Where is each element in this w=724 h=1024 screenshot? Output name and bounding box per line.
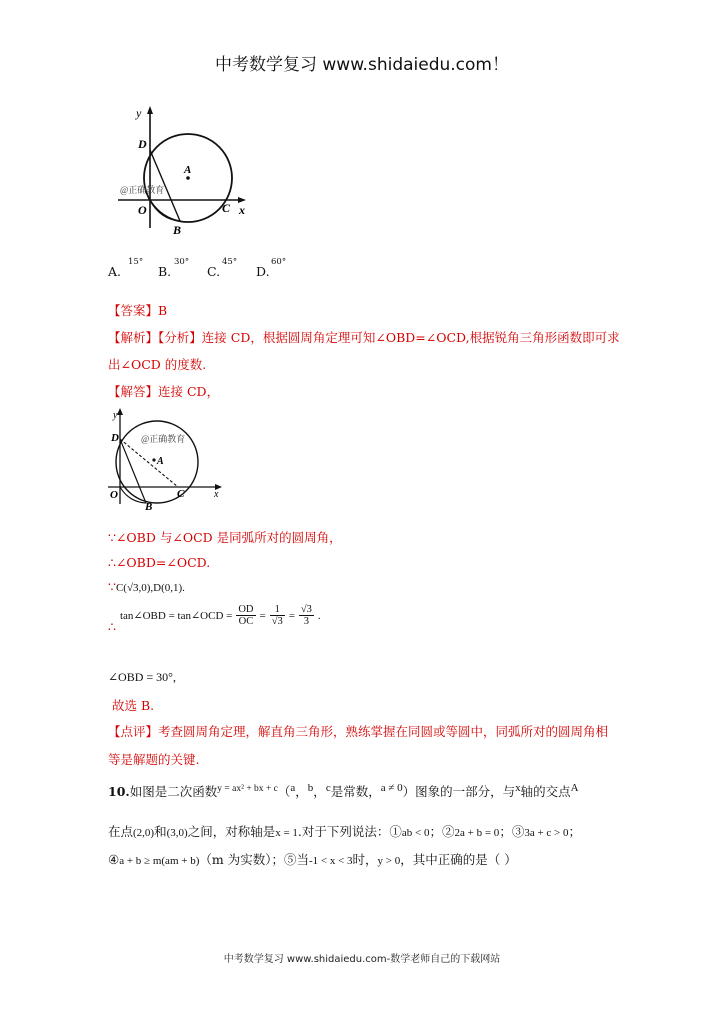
option-c-value: 45° [222, 257, 238, 267]
question-10-line-2: 在点(2,0)和(3,0)之间，对称轴是x = 1.对于下列说法：①ab < 0；②2a + b = 0；③3a + c > 0； [108, 824, 582, 839]
label-y: y [113, 410, 118, 421]
label-d: D [138, 137, 147, 151]
segment-dc [120, 439, 178, 487]
label-x: x [239, 203, 245, 217]
analysis-text-1: 连接 CD，根据圆周角定理可知∠OBD=∠OCD,根据锐角三角形函数即可求 [201, 330, 620, 345]
label-o: O [138, 203, 147, 217]
segment-db [120, 439, 146, 503]
question-10-line-1: 10.如图是二次函数$^{y = ax^2 + bx + c}$（a，b，c是常数，a ≠ 0）图象的一部分，与x轴的交点A [108, 782, 579, 800]
option-a-value: 15° [128, 257, 144, 267]
figure-2-circle-diagram [104, 404, 229, 510]
analysis-line-1 [108, 328, 620, 346]
answer-line [108, 301, 167, 319]
watermark: @正确教育 [141, 434, 186, 444]
fraction-1-sqrt3: $\frac{1}{√3}$ [271, 604, 283, 627]
analysis-tag: 【解析】 [108, 330, 159, 345]
question-number: 10. [108, 784, 130, 800]
step-3-prefix: ∵ [108, 579, 116, 594]
page-header: 中考数学复习 www.shidaiedu.com！ [215, 55, 509, 75]
function-expression: y = ax² + bx + c [217, 784, 278, 794]
option-d-label: D. [256, 264, 270, 279]
options-row [108, 257, 408, 281]
step-4-prefix: ∴ [108, 619, 116, 634]
comment-tag: 【点评】 [108, 724, 159, 739]
step-5: ∠OBD = 30°, [108, 670, 176, 684]
label-d: D [111, 432, 119, 444]
question-10-line-3: ④a + b ≥ m(am + b)（m 为实数）；⑤当-1 < x < 3时，y > 0，其中正确的是（ ） [108, 852, 517, 867]
option-b-value: 30° [174, 257, 190, 267]
step-4: ∴ tan∠OBD = tan∠OCD = $\frac{OD}{OC}$ = $\frac{1}{√3}$ = $\frac{√3}{3}$ . [108, 604, 321, 634]
center-dot [152, 458, 155, 461]
label-y: y [136, 106, 142, 120]
y-axis-arrow [117, 408, 123, 415]
step-3-math: C(√3,0),D(0,1). [115, 582, 185, 594]
label-a: A [184, 164, 192, 176]
analysis-line-2: 出∠OCD 的度数. [108, 357, 207, 372]
step-4-lhs: tan∠OBD = tan∠OCD = [119, 610, 233, 622]
option-a-label: A. [108, 264, 122, 279]
option-d-value: 60° [271, 257, 287, 267]
label-b: B [173, 223, 182, 237]
comment-line-2: 等是解题的关键. [108, 752, 200, 767]
fraction-sqrt3-3: $\frac{√3}{3}$ [300, 604, 312, 627]
step-2: ∴∠OBD=∠OCD. [108, 555, 211, 570]
solution-line [108, 382, 219, 400]
solution-tag: 【解答】 [108, 384, 159, 399]
step-1: ∵∠OBD 与∠OCD 是同弧所对的圆周角， [108, 530, 342, 545]
step-3 [108, 579, 185, 594]
step-6: 故选 B. [112, 698, 155, 713]
analysis-subtag: 【分析】 [158, 330, 202, 345]
label-b: B [145, 501, 153, 510]
answer-value: B [158, 303, 168, 318]
fraction-od-oc: $\frac{OD}{OC}$ [238, 604, 254, 627]
comment-line-1 [108, 722, 608, 740]
page-footer: 中考数学复习 www.shidaiedu.com-数学老师自己的下载网站 [223, 954, 501, 965]
solution-text: 连接 CD， [158, 384, 220, 399]
center-dot [186, 176, 190, 180]
label-x: x [214, 489, 219, 500]
y-axis-arrow [147, 106, 153, 114]
figure-1-circle-diagram [112, 103, 252, 238]
label-o: O [110, 489, 118, 501]
option-b-label: B. [158, 264, 172, 279]
label-c: C [222, 201, 231, 215]
answer-tag: 【答案】 [108, 303, 159, 318]
watermark: @正确教育 [120, 185, 165, 195]
comment-text-1: 考查圆周角定理，解直角三角形，熟练掌握在同圆或等圆中，同弧所对的圆周角相 [158, 724, 609, 739]
option-c-label: C. [207, 264, 221, 279]
label-c: C [177, 488, 185, 500]
label-a: A [157, 456, 164, 467]
